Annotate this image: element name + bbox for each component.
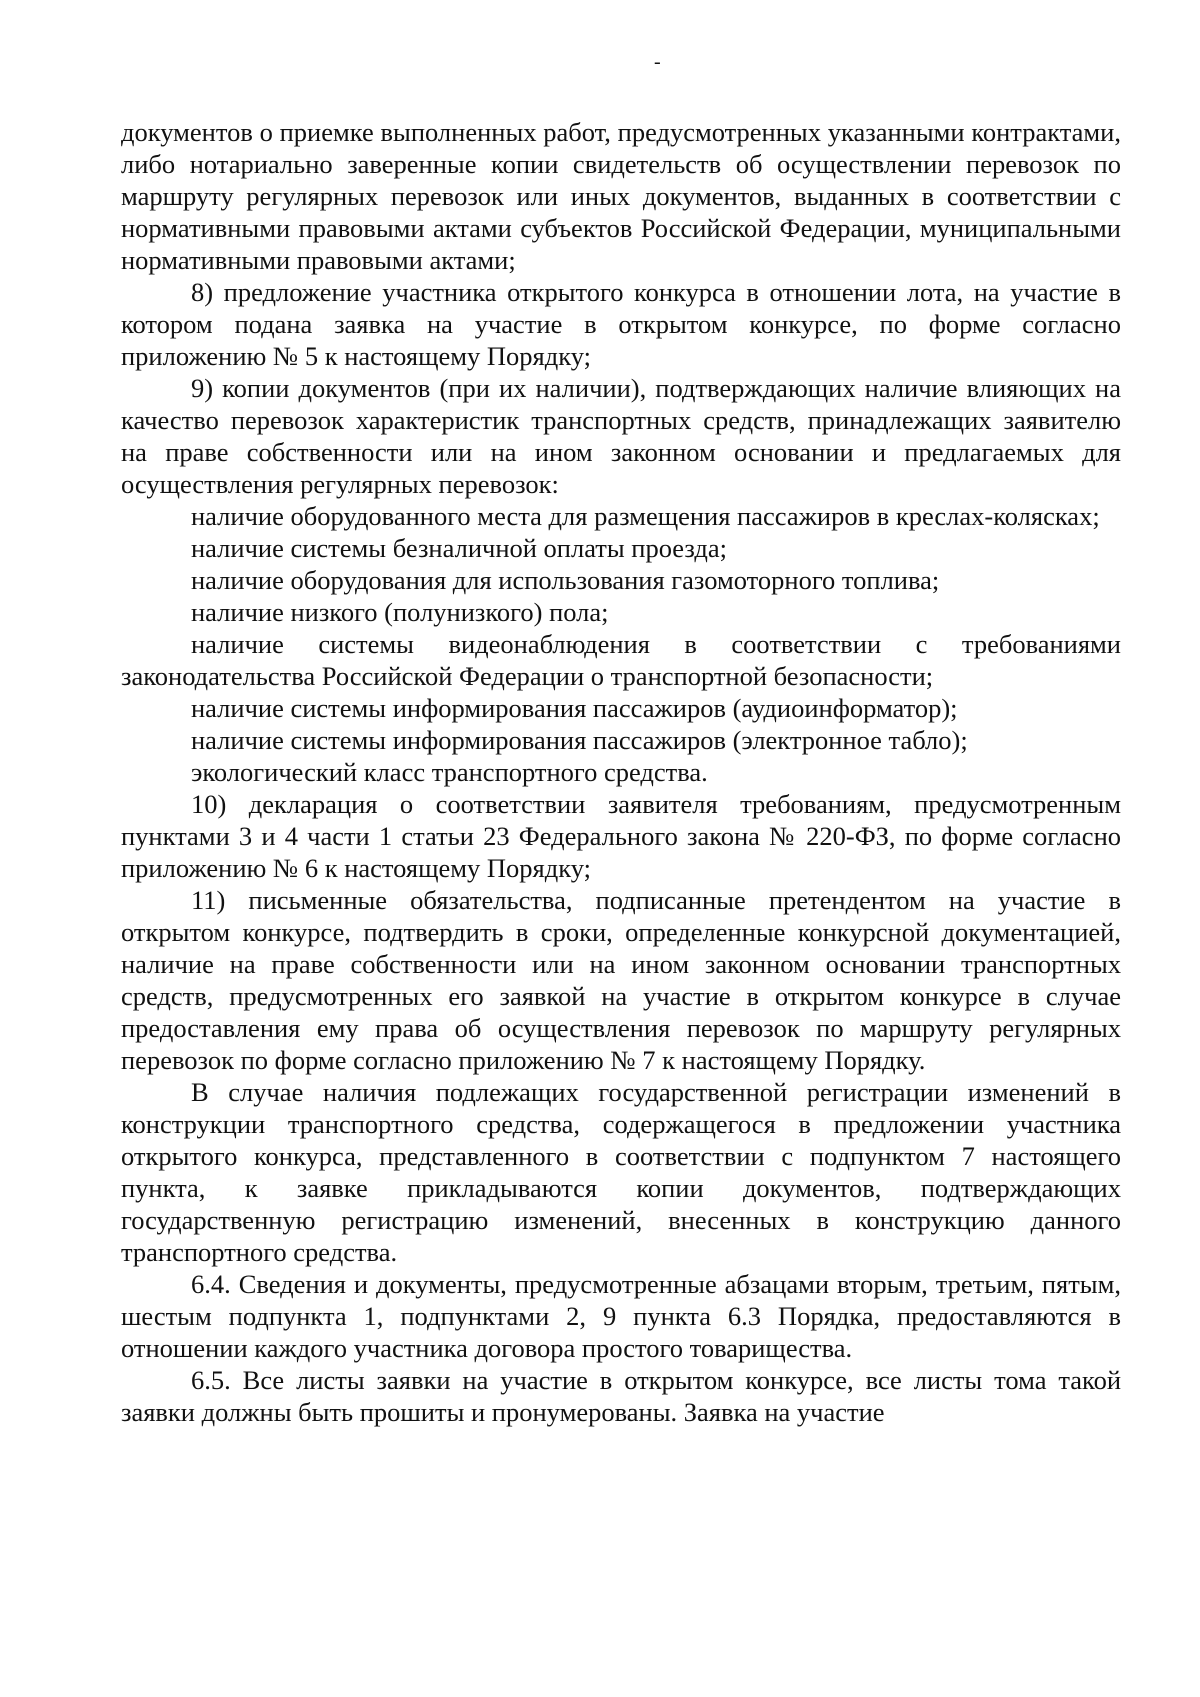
paragraph: экологический класс транспортного средства. [191,757,708,787]
paragraph: документов о приемке выполненных работ, предусмотренных указанными контрактами, либо нотариально заверенные копии свидетельств об осуществлении перевозок по маршруту регулярных перевозок или иных документов, выданных в соответствии с нормативными правовыми актами субъектов Российской Федерации, муниципальными нормативными правовыми актами; [121,117,1121,275]
paragraph: 8) предложение участника открытого конкурса в отношении лота, на участие в котором подана заявка на участие в открытом конкурсе, по форме согласно приложению № 5 к настоящему Порядку; [121,277,1121,371]
paragraph: 10) декларация о соответствии заявителя требованиям, предусмотренным пунктами 3 и 4 части 1 статьи 23 Федерального закона № 220-ФЗ, по форме согласно приложению № 6 к настоящему Порядку; [121,789,1121,883]
paragraph: наличие низкого (полунизкого) пола; [191,597,609,627]
paragraph: наличие системы информирования пассажиров (электронное табло); [191,725,968,755]
paragraph: наличие системы безналичной оплаты проезда; [191,533,727,563]
paragraph: 6.5. Все листы заявки на участие в открытом конкурсе, все листы тома такой заявки должны быть прошиты и пронумерованы. Заявка на участие [121,1365,1121,1427]
document-body [121,116,1121,1428]
paragraph: В случае наличия подлежащих государственной регистрации изменений в конструкции транспортного средства, содержащегося в предложении участника открытого конкурса, представленного в соответствии с подпунктом 7 настоящего пункта, к заявке прикладываются копии документов, подтверждающих государственную регистрацию изменений, внесенных в конструкцию данного транспортного средства. [121,1077,1121,1267]
paragraph: 9) копии документов (при их наличии), подтверждающих наличие влияющих на качество перевозок характеристик транспортных средств, принадлежащих заявителю на праве собственности или на ином законном основании и предлагаемых для осуществления регулярных перевозок: [121,373,1121,499]
paragraph: наличие системы видеонаблюдения в соответствии с требованиями законодательства Российской Федерации о транспортной безопасности; [121,629,1121,691]
paragraph: наличие системы информирования пассажиров (аудиоинформатор); [191,693,958,723]
paragraph: наличие оборудования для использования газомоторного топлива; [191,565,940,595]
paragraph: 6.4. Сведения и документы, предусмотренные абзацами вторым, третьим, пятым, шестым подпункта 1, подпунктами 2, 9 пункта 6.3 Порядка, предоставляются в отношении каждого участника договора простого товарищества. [121,1269,1121,1363]
paragraph: 11) письменные обязательства, подписанные претендентом на участие в открытом конкурсе, подтвердить в сроки, определенные конкурсной документацией, наличие на праве собственности или на ином законном основании транспортных средств, предусмотренных его заявкой на участие в открытом конкурсе в случае предоставления ему права об осуществления перевозок по маршруту регулярных перевозок по форме согласно приложению № 7 к настоящему Порядку. [121,885,1121,1075]
page-mark: - [654,51,661,73]
paragraph: наличие оборудованного места для размещения пассажиров в креслах-колясках; [191,501,1100,531]
